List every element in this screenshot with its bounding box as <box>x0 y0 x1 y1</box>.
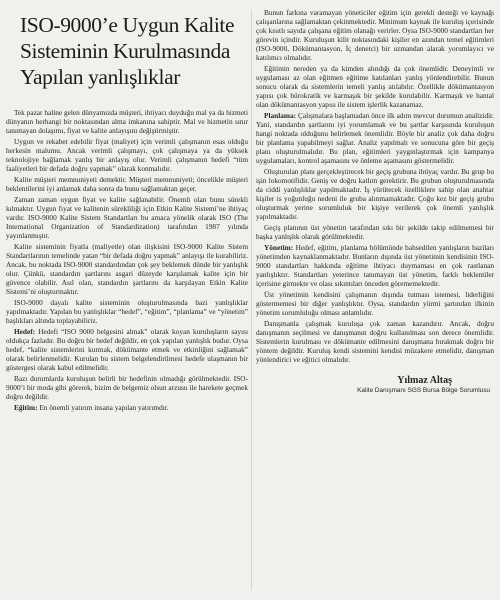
title-line: Yapılan yanlışlıklar <box>20 65 181 89</box>
paragraph-text: Kalite sisteminin fiyatla (maliyetle) olan ilişkisini ISO-9000 Kalite Sistem Standartlarının temelinde yatan “bir defada doğru yapmak” anlayışı ile kurabiliriz. Ancak, bu noktada ISO-9000 standardından çok şey beklemek dünde bir yanlışlık olur. Çünkü, standardın şartlarını asgari düzeyde karşılamak kalite için bir güvence olabilir. Asıl olan, standardın şartlarını da karşılayan Etkin Kalite Sistemi’ni oluşturmaktır. <box>6 242 248 296</box>
article-paragraph <box>6 137 248 173</box>
paragraph-text: Çalışmalara başlamadan önce ilk adım mevcut durumun analizidir. Yani, standardın şartlarını iyi yorumlamak ve bu şartlar karşısında kuruluşun hangi noktada olduğunu belirlemek önemlidir. Böyle bir analiz çok daha doğru bir planlama yapabilmeyi sağlar. Analiz yapılmalı ve sonucuna göre bir geçiş planı oluşturulmalıdır. Bu plan, eğitimleri yaygınlaştırmak için kampanya uygulamaları, kontrol aşamasını ve önleme aşamasını göstermelidir. <box>256 111 494 165</box>
right-body <box>256 8 494 364</box>
section-lead: Planlama: <box>264 111 297 120</box>
paragraph-text: ISO-9000 dayalı kalite sisteminin oluşturulmasında bazi yanlışlıklar yapılmaktadır. Yapılan bu yanlışlıklar “hedef”, “eğitim”, “planlama” ve “yönetim” başlıkları altında toplayabiliriz. <box>6 298 248 325</box>
paragraph-text: Bunun farkına varamayan yöneticiler eğitim için gerekli desteği ve kaynağı çalışanlarına sağlamaktan çekinmektedir. Minimum kaynak ile kuruluş içerisinde çok kısıtlı sayıda çalışana eğitim olanağı verirler. Oysa ISO-9000 standartları her görevin içindir. Kuruluşun kilit noktasındaki kişiler en azından temel eğitimleri (ISO-9000, Dökümantasyon, İç denetci) bir uzmandan alarak yorumlayıcı ve katılımcı olmalıdır. <box>256 8 494 62</box>
article-title <box>20 12 248 90</box>
paragraph-text: Danışmanla çalışmak kuruluşa çok zaman kazandırır. Ancak, doğru danışmanın seçilmesi ve danışmanın doğru kullanılması son derece önemlidir. Sistemlerin kurulması ve dökümante edilmesini danışmana bırakmak doğru bir yöntem değildir. Kuruluş kendi sistemini kendisi müzakere etmelidir, danışman yönlendirici ve eğitici olmalıdır. <box>256 319 494 364</box>
title-line: ISO-9000’e Uygun Kalite <box>20 13 235 37</box>
article-paragraph <box>256 8 494 62</box>
paragraph-text: Bazı durumlarda kuruluşun belirli bir hedefinin olmadığı görülmektedir. ISO-9000’i bir moda gibi görerek, bizim de belgemiz olsun arzusu ile harekete geçmek doğru değildir. <box>6 374 248 401</box>
left-column <box>6 8 248 414</box>
article-paragraph <box>6 108 248 135</box>
article-paragraph <box>256 167 494 221</box>
article-paragraph <box>6 327 248 372</box>
article-paragraph <box>256 64 494 109</box>
section-lead: Eğitim: <box>14 403 38 412</box>
paragraph-text: Tek pazar haline gelen dünyamızda müşteri, ihtiyacı duyduğu mal ya da hizmeti dünyanın herhangi bir noktasından alma imkanına sahiptir. Mal ve hizmetin sınır tanımayan dolaşımı, fiyat ve kalite anlayışını değiştirmiştir. <box>6 108 248 135</box>
column-divider <box>251 10 252 590</box>
paragraph-text: Oluşturulan planı gerçekleştirecek bir geçiş grubuna ihtiyaç vardır. Bu grup bu işin lokomotifidir. Geniş ve doğru katlım gerektirir. Bu grubun oluşturulmasında da ciddi yanlışlıklar yapılmaktadır. İş yürütecek özelliklere sahip olan anahtar kişiler is yoğunluğu nedeni ile gruba alınmamaktadır. Çoğu kez bir geçiş grubu oluşturmak yerine sorumluluk bir kişiye verilerek çok önemli yanlışlık yapılmaktadır. <box>256 167 494 221</box>
article-paragraph <box>256 223 494 241</box>
paragraph-text: Hedef, eğitim, planlama bölümünde bahsedilen yanlışların baziları yönetimden kaynaklanmaktadır. Bunların dışında üst yönetimin kendisinin ISO-9000 standartları hakkında eğitime ihtiyacı duymaması en çok rastlanan yanlışlıktır. Standartları yeterince tanımayan üst yönetim, farklı beklentiler içerisine girmekte ve olası sıkıntıları önceden görememektedir. <box>256 243 494 288</box>
section-lead: Yönetim: <box>264 243 294 252</box>
paragraph-text: Üst yönetimin kendisini çalışmanın dışında tutması istemesi, liderliğini göstermemesi bir diğer yanlışlıktır. Oysa, standardın yürmi şartından ilkinin yönetim sorumluluğu olması anlamlıdır. <box>256 290 494 317</box>
author-name: Yılmaz Altaş <box>397 375 452 386</box>
author-role: Kalite Danışmanı SGS Bursa Bölge Sorumlusu <box>357 387 490 394</box>
article-paragraph <box>256 290 494 317</box>
article-paragraph <box>6 403 248 412</box>
paragraph-text: Hedefi “ISO 9000 belgesini almak” olarak koyan kuruluşların sayısı oldukça fazladır. Bu doğru bir hedef değildir, en çok yapılan yanlışlık budur. Oysa hedef, “kalite sistemlerini kurmak, dökümante etmek ve etkinliğini sağlamak” olarak belirlenmelidir. Kurulan bu sistem belgelendirilmesi hedefe ulaşmanın bir göstergesi olarak kabul edilmelidir. <box>6 327 248 372</box>
paragraph-text: Uygun ve rekabet edebilir fiyat (maliyet) için verimli çalışmanın esas olduğu herkesin malumu. Ancak verimli çalışmayı, çok çalışmaya ya da yüksek teknolojiye bağlamak yanlış bir anlayış olur. Verimli çalışmanın hedefi “tüm faaliyetleri bir defada doğru yapmak” olarak konmalıdır. <box>6 137 248 173</box>
article-paragraph <box>256 319 494 364</box>
article-paragraph <box>256 243 494 288</box>
article-paragraph <box>6 175 248 193</box>
title-line: Sisteminin Kurulmasında <box>20 39 230 63</box>
paragraph-text: Kalite müşteri memnuniyeti demektir. Müşteri memnuniyeti; öncelikle müşteri beklentilerini iyi anlamak daha sonra da bunu sağlamaktan geçer. <box>6 175 248 193</box>
left-body <box>6 108 248 412</box>
paragraph-text: Zaman zaman uygun fiyat ve kalite sağlanabilir. Önemli olan bunu sürekli kılmaktır. Uygun fiyat ve kalitenin sürekliliği için Etkin Kalite Sistemi’ne ihtiyaç vardır. ISO-9000 Kalite Sistem Standartları bu amaca yönelik olarak ISO (The International Organization of Standardization) tarafından 1987 yılında yayınlanmıştır. <box>6 195 248 240</box>
article-paragraph <box>6 298 248 325</box>
article-paragraph <box>6 374 248 401</box>
section-lead: Hedef: <box>14 327 36 336</box>
paragraph-text: Geçiş planının üst yönetim tarafından sıkı bir şekilde takip edilmemesi bir başka yanlışlık olarak görülmektedir. <box>256 223 494 241</box>
paragraph-text: En önemli yatırım insana yapılan yatırımdır. <box>37 403 169 412</box>
paragraph-text: Eğitimin nereden ya da kimden alındığı da çok önemlidir. Deneyimli ve uygulaması az olan eğitmen eğitime katılanları yanlış yönlendirebilir. Bunun sonucu olarak da sistemlerin temeli yanlış atılabılır. Özellikle dökümantasyon yapısı çok bürokratik ve karmaşık bir şekilde kurulabilir. Karmaşık ve hantal olan dökümantasyon yapısı ile sistem işlerlik kazanamaz. <box>256 64 494 109</box>
article-paragraph <box>6 242 248 296</box>
article-paragraph <box>256 111 494 165</box>
right-column <box>256 8 494 395</box>
article-paragraph <box>6 195 248 240</box>
byline <box>256 374 494 395</box>
